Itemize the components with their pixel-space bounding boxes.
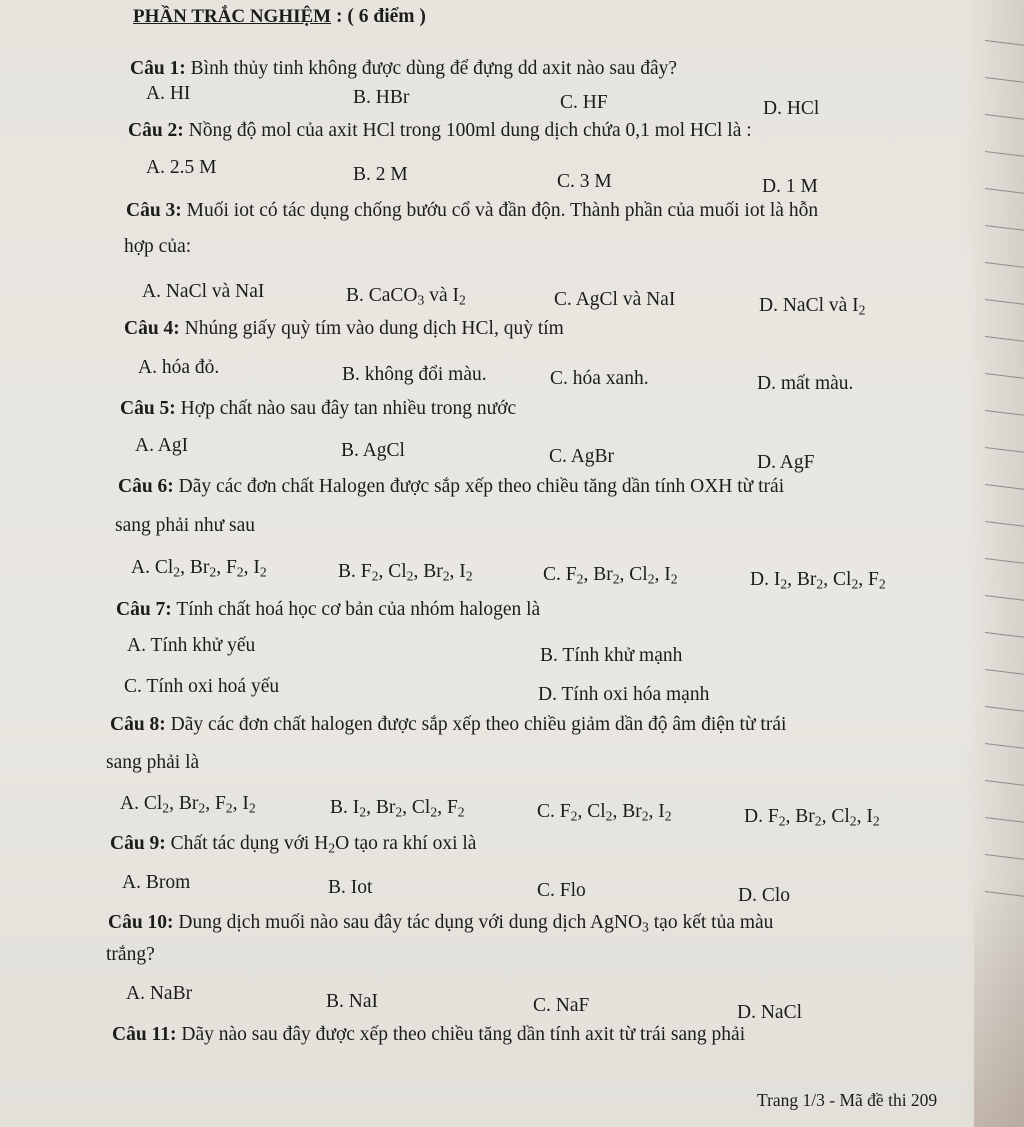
option-letter: A. [127,635,146,656]
option-text: HI [164,83,191,104]
question-label: Câu 1: [130,58,186,79]
question-text: Hợp chất nào sau đây tan nhiều trong nước [175,398,517,419]
option-letter: D. [744,806,763,827]
option-text: hóa xanh. [567,368,649,389]
option-text: NaI [343,991,378,1012]
option-9a [122,872,190,894]
option-letter: A. [120,793,139,814]
question-label: Câu 6: [118,476,174,497]
ruled-line [985,558,1024,564]
option-text: Flo [554,880,586,901]
option-letter: B. [342,364,360,385]
section-heading [133,6,426,28]
option-9c [537,880,586,902]
option-letter: D. [763,98,782,119]
option-text: NaCl và NaI [160,281,265,302]
option-1a [146,83,190,105]
option-letter: B. [328,877,346,898]
option-8b: B. $I_2$, $Br_2$, $Cl_2$, $F_2$ [330,797,465,820]
option-6c: C. $F_2$, $Br_2$, $Cl_2$, $I_2$ [543,564,678,587]
page-corner-shade [974,880,1024,1127]
option-text: HBr [370,87,410,108]
option-letter: D. [750,569,769,590]
option-3b: B. CaCO$_3$ và $I_2$ [346,285,466,308]
option-2c [557,171,612,193]
option-letter: D. [757,373,776,394]
ruled-line [985,632,1024,638]
option-letter: D. [737,1002,756,1023]
option-text: 3 M [574,171,612,192]
question-10-continued: trắng? [106,944,155,965]
question-5 [120,398,516,420]
section-points: : ( 6 điểm ) [335,6,426,27]
option-text: Tính khử mạnh [557,645,683,666]
option-8a: A. $Cl_2$, $Br_2$, $F_2$, $I_2$ [120,793,256,816]
option-text: AgCl [358,440,405,461]
question-11 [112,1024,745,1046]
option-letter: B. [353,164,371,185]
ruled-line [985,225,1024,231]
option-letter: C. [533,995,551,1016]
question-text: Tính chất hoá học cơ bản của nhóm halogen là [171,599,541,620]
option-letter: B. [353,87,371,108]
option-4d [757,373,853,395]
ruled-line [985,336,1024,342]
ruled-line [985,817,1024,823]
option-8c: C. $F_2$, $Cl_2$, $Br_2$, $I_2$ [537,801,672,824]
option-2d [762,176,818,198]
option-text: Tính khử yếu [145,635,256,656]
ruled-line [985,780,1024,786]
ruled-line [985,669,1024,675]
option-7c [124,676,279,698]
option-letter: C. [557,171,575,192]
option-text: hóa đỏ. [156,357,220,378]
question-1 [130,58,677,80]
page-footer: Trang 1/3 - Mã đề thi 209 [757,1090,938,1110]
option-text: AgBr [566,446,615,467]
option-6d: D. $I_2$, $Br_2$, $Cl_2$, $F_2$ [750,569,886,592]
option-letter: D. [757,452,776,473]
option-letter: C. [537,801,555,822]
question-10: Câu 10: Dung dịch muối nào sau đây tác dụng với dung dịch AgNO$_3$ tạo kết tủa màu [108,912,774,935]
option-letter: C. [550,368,568,389]
ruled-line [985,262,1024,268]
option-text: NaF [550,995,590,1016]
option-text: Brom [140,872,191,893]
option-5b [341,440,405,462]
option-9d [738,885,790,907]
option-text: Iot [345,877,373,898]
question-label: Câu 2: [128,120,184,141]
option-letter: A. [146,157,165,178]
option-text: không đổi màu. [359,364,487,385]
question-label: Câu 8: [110,714,166,735]
option-7d [538,684,709,706]
option-7b [540,645,682,667]
option-letter: D. [538,684,557,705]
question-9: Câu 9: Chất tác dụng với $H_2O$ tạo ra khí oxi là [110,833,477,856]
option-6a: A. $Cl_2$, $Br_2$, $F_2$, $I_2$ [131,557,267,580]
question-label: Câu 5: [120,398,176,419]
option-letter: C. [560,92,578,113]
ruled-line [985,743,1024,749]
option-text: AgI [153,435,189,456]
option-6b: B. $F_2$, $Cl_2$, $Br_2$, $I_2$ [338,561,473,584]
option-letter: A. [122,872,141,893]
option-text: mất màu. [775,373,854,394]
option-letter: B. [338,561,356,582]
ruled-line [985,40,1024,46]
option-letter: B. [341,440,359,461]
question-text: Muối iot có tác dụng chống bướu cổ và đần độn. Thành phần của muối iot là hỗn [181,200,819,221]
option-10b [326,991,378,1013]
option-text: Clo [756,885,791,906]
option-text: Tính oxi hóa mạnh [556,684,710,705]
question-8-continued: sang phải là [106,752,200,773]
option-text: AgCl và NaI [571,289,676,310]
option-letter: D. [762,176,781,197]
option-5d [757,452,814,474]
option-4c [550,368,649,390]
option-5c [549,446,614,468]
option-7a [127,635,255,657]
option-text: Tính oxi hoá yếu [141,676,280,697]
option-letter: D. [759,295,778,316]
option-1c [560,92,608,114]
option-letter: C. [549,446,567,467]
question-label: Câu 10: [108,912,174,933]
question-label: Câu 11: [112,1024,177,1045]
question-6-continued: sang phải như sau [115,515,256,536]
option-9b [328,877,372,899]
ruled-line [985,299,1024,305]
option-8d: D. $F_2$, $Br_2$, $Cl_2$, $I_2$ [744,806,880,829]
question-text: Dãy các đơn chất Halogen được sắp xếp theo chiều tăng dần tính OXH từ trái [173,476,785,497]
question-label: Câu 9: [110,833,166,854]
ruled-line [985,410,1024,416]
option-letter: A. [135,435,154,456]
question-3-continued: hợp của: [124,236,192,257]
option-2b [353,164,408,186]
option-letter: A. [126,983,145,1004]
question-8 [110,714,786,736]
option-5a [135,435,188,457]
ruled-line [985,77,1024,83]
question-text: Bình thủy tinh không được dùng để đựng dd axit nào sau đây? [185,58,678,79]
question-text: Dãy nào sau đây được xếp theo chiều tăng dần tính axit từ trái sang phải [176,1024,746,1045]
question-3 [126,200,818,222]
option-1d [763,98,819,120]
option-10a [126,983,192,1005]
ruled-line [985,151,1024,157]
option-text: NaBr [144,983,193,1004]
option-1b [353,87,409,109]
option-text: HF [577,92,608,113]
option-letter: B. [326,991,344,1012]
question-4 [124,318,564,340]
option-letter: C. [554,289,572,310]
option-letter: B. [540,645,558,666]
option-letter: B. [346,285,364,306]
ruled-line [985,373,1024,379]
option-letter: C. [543,564,561,585]
ruled-line [985,706,1024,712]
question-text: Nồng độ mol của axit HCl trong 100ml dung dịch chứa 0,1 mol HCl là : [183,120,752,141]
option-3c [554,289,675,311]
ruled-line [985,484,1024,490]
question-label: Câu 7: [116,599,172,620]
option-4a [138,357,219,379]
option-letter: A. [138,357,157,378]
ruled-line [985,114,1024,120]
option-text: HCl [781,98,820,119]
option-letter: B. [330,797,348,818]
question-2 [128,120,752,142]
section-title: PHẦN TRẮC NGHIỆM [133,6,332,27]
question-label: Câu 3: [126,200,182,221]
option-letter: A. [131,557,150,578]
option-4b [342,364,487,386]
option-text: 1 M [780,176,818,197]
question-6 [118,476,784,498]
option-10c [533,995,589,1017]
option-text: NaCl [755,1002,803,1023]
option-letter: C. [124,676,142,697]
option-2a [146,157,216,179]
option-text: 2 M [370,164,408,185]
ruled-line [985,188,1024,194]
option-letter: A. [142,281,161,302]
option-3d: D. NaCl và $I_2$ [759,295,866,318]
option-3a [142,281,264,303]
ruled-line [985,595,1024,601]
question-text: Dãy các đơn chất halogen được sắp xếp theo chiều giảm dần độ âm điện từ trái [165,714,787,735]
question-label: Câu 4: [124,318,180,339]
ruled-line [985,447,1024,453]
question-text: Nhúng giấy quỳ tím vào dung dịch HCl, quỳ tím [179,318,564,339]
option-text: AgF [775,452,815,473]
option-letter: D. [738,885,757,906]
option-text: 2.5 M [164,157,217,178]
ruled-line [985,854,1024,860]
option-letter: A. [146,83,165,104]
option-10d [737,1002,802,1024]
ruled-line [985,521,1024,527]
option-letter: C. [537,880,555,901]
question-7 [116,599,540,621]
